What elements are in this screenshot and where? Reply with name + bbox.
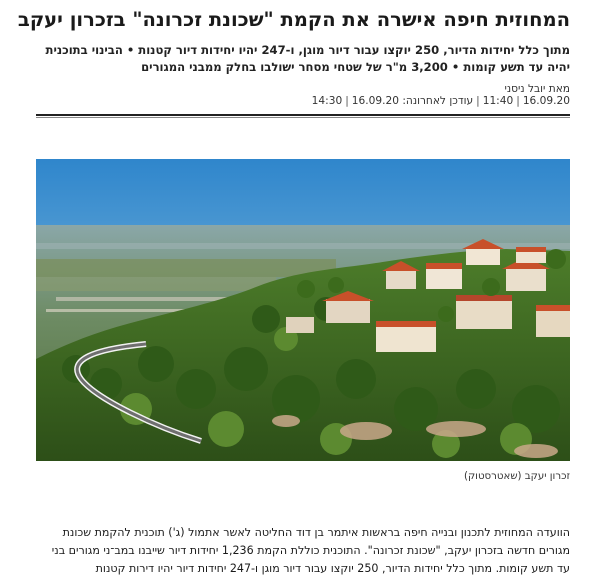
date-separator: | [345, 95, 349, 107]
article-subtitle: מתוך כלל יחידות הדיור, 250 יוקצו עבור דיור מוגן, ו-247 יהיו יחידות דיור קטנות • הבינוי בתוכנית יהיה עד תשע קומות • 3,200 מ"ר של שטחי מסחר ישולבו בחלק ממבני המגורים [45, 43, 570, 74]
author-link[interactable]: מאת יובל ניסני [504, 83, 570, 95]
header-divider [36, 114, 570, 116]
article-title: המחוזית חיפה אישרה את הקמת "שכונת זכרונה" בזכרון יעקב [17, 8, 570, 31]
published-time: 11:40 [482, 95, 514, 107]
zichron-yaakov-landscape-image [36, 159, 570, 461]
header-divider-thin [36, 117, 570, 118]
article-body: הוועדה המחוזית לתכנון ובנייה חיפה בראשות איתמר בן דוד החליטה לאשר אתמול (ג') תוכנית להקמת שכונת מגורים חדשה בזכרון יעקב, "שכונת זכרונה". התוכנית כוללת הקמת 1,236 יחידות דיור שייבנו במב־ני מגורים בני עד תשע קומות. מתוך כלל יחידות הדיור, 250 יוקצו עבור דיור מוגן ו-247 יחידות דיור יהיו דירות קטנות [51, 526, 570, 576]
image-caption: זכרון יעקב (שאטרסטוק) [463, 471, 570, 482]
updated-label: עודכן לאחרונה: 16.09.20 [351, 95, 474, 107]
date-separator: | [516, 95, 520, 107]
article-dates [36, 94, 570, 108]
updated-time: 14:30 [311, 95, 343, 107]
article-photo[interactable] [36, 159, 570, 461]
published-date: 16.09.20 [522, 95, 570, 107]
date-separator: | [476, 95, 480, 107]
